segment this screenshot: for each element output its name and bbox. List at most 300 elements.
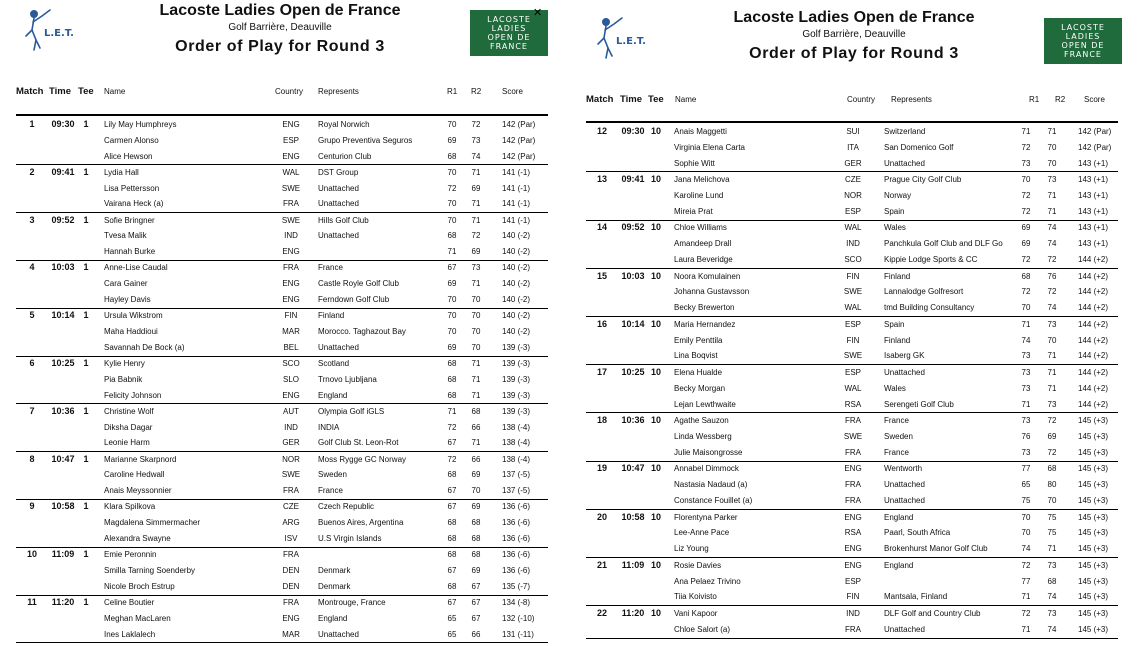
total-score: 145 (+3) xyxy=(1078,495,1109,505)
total-score: 144 (+2) xyxy=(1078,254,1109,264)
round-2-score: 73 xyxy=(1047,175,1057,185)
round-1-score: 73 xyxy=(1021,368,1031,377)
round-2-score: 70 xyxy=(471,342,481,352)
player-row xyxy=(16,515,548,531)
player-name: Anais Meyssonnier xyxy=(104,486,172,496)
total-score: 137 (-5) xyxy=(502,470,531,480)
tee-number: 10 xyxy=(650,174,661,185)
player-represents: Prague City Golf Club xyxy=(884,175,962,185)
player-represents: Kippie Lodge Sports & CC xyxy=(884,254,978,264)
round-2-score: 68 xyxy=(1047,464,1057,474)
player-name: Caroline Hedwall xyxy=(104,470,165,480)
total-score: 144 (+2) xyxy=(1078,368,1109,377)
player-name: Becky Morgan xyxy=(674,383,726,393)
player-represents: Unattached xyxy=(884,158,925,168)
player-name: Anne-Lise Caudal xyxy=(104,263,168,273)
player-name: Nicole Broch Estrup xyxy=(104,581,175,591)
match-number: 17 xyxy=(596,367,607,377)
player-country: WAL xyxy=(282,167,300,177)
player-country: ENG xyxy=(282,279,300,289)
col-match: Match xyxy=(16,86,44,97)
player-country: CZE xyxy=(283,502,299,512)
total-score: 145 (+3) xyxy=(1078,431,1109,441)
match-group xyxy=(586,413,1118,461)
player-name: Maha Haddioui xyxy=(104,326,158,336)
tournament-title: Lacoste Ladies Open de France xyxy=(159,2,401,19)
player-name: Tvesa Malik xyxy=(104,231,147,241)
player-country: WAL xyxy=(844,383,862,393)
round-1-score: 70 xyxy=(447,311,457,321)
player-represents: England xyxy=(884,560,914,570)
player-represents: DST Group xyxy=(318,167,359,177)
player-row xyxy=(586,397,1118,413)
player-row xyxy=(16,483,548,499)
tee-time: 10:36 xyxy=(51,405,75,416)
player-country: SWE xyxy=(281,470,301,480)
round-2-score: 74 xyxy=(471,151,481,161)
col-r1: R1 xyxy=(447,87,458,96)
round-1-score: 75 xyxy=(1021,495,1031,505)
col-match: Match xyxy=(586,94,614,105)
player-row xyxy=(586,333,1118,349)
player-represents: Moss Rygge GC Norway xyxy=(318,454,407,464)
player-represents: Wales xyxy=(884,223,906,233)
round-1-score: 68 xyxy=(1021,271,1031,281)
round-1-score: 70 xyxy=(1021,175,1031,185)
round-2-score: 72 xyxy=(1047,254,1057,264)
match-group xyxy=(16,452,548,500)
player-row xyxy=(16,404,548,420)
round-1-score: 71 xyxy=(1021,319,1031,329)
tee-time: 10:03 xyxy=(51,262,75,273)
player-represents: Denmark xyxy=(318,581,351,591)
tee-time: 11:20 xyxy=(51,597,75,607)
round-2-score: 71 xyxy=(1047,206,1057,216)
player-row xyxy=(586,510,1118,526)
round-2-score: 66 xyxy=(471,454,481,464)
tee-time: 09:52 xyxy=(621,222,645,233)
player-represents: England xyxy=(318,390,348,400)
player-row xyxy=(16,165,548,181)
total-score: 140 (-2) xyxy=(502,279,531,289)
player-country: MAR xyxy=(282,326,300,336)
player-row xyxy=(16,547,548,563)
total-score: 138 (-4) xyxy=(502,454,531,464)
tee-number: 10 xyxy=(650,318,661,329)
player-name: Virginia Elena Carta xyxy=(674,142,746,152)
total-score: 135 (-7) xyxy=(502,581,531,591)
col-tee: Tee xyxy=(648,94,664,105)
round-1-score: 77 xyxy=(1021,464,1031,474)
player-row xyxy=(586,606,1118,622)
round-1-score: 70 xyxy=(447,199,457,209)
player-name: Jana Melichova xyxy=(674,175,730,185)
total-score: 141 (-1) xyxy=(502,167,531,177)
round-2-score: 71 xyxy=(1047,190,1057,200)
player-name: Elena Hualde xyxy=(674,368,723,377)
player-country: FRA xyxy=(845,416,861,426)
col-score: Score xyxy=(1084,95,1105,104)
tee-time: 10:14 xyxy=(51,310,75,321)
player-row xyxy=(16,260,548,276)
player-name: Lina Boqvist xyxy=(674,351,718,361)
player-row xyxy=(16,244,548,260)
let-logo-text: L.E.T. xyxy=(616,36,646,47)
sponsor-line: LADIES xyxy=(491,24,527,33)
player-country: SWE xyxy=(281,183,301,193)
player-country: ISV xyxy=(284,533,298,543)
player-country: IND xyxy=(846,239,860,249)
tee-number: 1 xyxy=(83,310,89,321)
player-represents: San Domenico Golf xyxy=(884,142,954,152)
player-country: RSA xyxy=(844,528,862,538)
player-represents: Centurion Club xyxy=(318,151,372,161)
round-1-score: 73 xyxy=(1021,158,1031,168)
match-number: 18 xyxy=(596,415,607,426)
round-1-score: 72 xyxy=(1021,142,1031,152)
total-score: 145 (+3) xyxy=(1078,609,1109,618)
round-1-score: 70 xyxy=(447,215,457,225)
tee-number: 1 xyxy=(83,597,89,607)
match-number: 4 xyxy=(29,262,35,273)
player-name: Vairana Heck (a) xyxy=(104,199,164,209)
total-score: 143 (+1) xyxy=(1078,206,1109,216)
match-number: 8 xyxy=(29,453,35,464)
round-2-score: 71 xyxy=(1047,127,1057,136)
round-2-score: 71 xyxy=(471,199,481,209)
player-represents: Panchkula Golf Club and DLF Go xyxy=(884,239,1003,249)
match-number: 10 xyxy=(26,549,37,560)
round-1-score: 72 xyxy=(447,183,457,193)
match-group xyxy=(16,213,548,261)
player-name: Constance Fouillet (a) xyxy=(674,495,753,505)
player-country: BEL xyxy=(283,342,299,352)
tee-number: 1 xyxy=(83,453,89,464)
match-group xyxy=(16,404,548,452)
player-name: Meghan MacLaren xyxy=(104,613,171,623)
player-country: SWE xyxy=(843,431,863,441)
match-group xyxy=(16,308,548,356)
total-score: 143 (+1) xyxy=(1078,190,1109,200)
player-row xyxy=(16,531,548,547)
total-score: 131 (-11) xyxy=(502,629,534,639)
player-country: SLO xyxy=(282,374,299,384)
player-represents: Olympia Golf iGLS xyxy=(318,406,385,416)
round-1-score: 68 xyxy=(447,550,457,560)
player-name: Annabel Dimmock xyxy=(674,464,739,474)
round-1-score: 71 xyxy=(1021,592,1031,602)
player-country: ENG xyxy=(282,390,300,400)
round-1-score: 72 xyxy=(1021,190,1031,200)
player-country: FIN xyxy=(846,592,860,602)
player-country: IND xyxy=(284,231,298,241)
player-country: WAL xyxy=(844,303,862,313)
player-row xyxy=(586,269,1118,285)
match-number: 1 xyxy=(29,119,35,129)
column-headers xyxy=(0,87,560,101)
player-name: Lejan Lewthwaite xyxy=(674,399,736,409)
page-header xyxy=(694,9,1014,63)
total-score: 136 (-6) xyxy=(502,502,531,512)
total-score: 140 (-2) xyxy=(502,263,531,273)
total-score: 144 (+2) xyxy=(1078,303,1109,313)
player-country: FIN xyxy=(846,335,860,345)
player-country: SCO xyxy=(282,359,300,368)
total-score: 145 (+3) xyxy=(1078,480,1109,490)
player-represents: Finland xyxy=(884,271,911,281)
round-1-score: 67 xyxy=(447,598,457,607)
order-of-play-page-1 xyxy=(0,0,560,646)
tee-number: 10 xyxy=(650,270,661,281)
player-country: ENG xyxy=(282,613,300,623)
player-country: ESP xyxy=(844,576,861,586)
tee-number: 1 xyxy=(83,214,89,225)
round-2-score: 74 xyxy=(1047,592,1057,602)
player-represents: Finland xyxy=(884,335,911,345)
round-1-score: 68 xyxy=(447,231,457,241)
player-name: Vani Kapoor xyxy=(674,609,718,618)
player-country: CZE xyxy=(845,175,861,185)
tee-time: 09:41 xyxy=(621,174,645,185)
tee-number: 1 xyxy=(83,262,89,273)
round-1-score: 73 xyxy=(1021,383,1031,393)
player-represents: Mantsala, Finland xyxy=(884,592,948,602)
total-score: 136 (-6) xyxy=(502,565,531,575)
player-country: ESP xyxy=(844,368,861,377)
total-score: 144 (+2) xyxy=(1078,383,1109,393)
player-represents: Unattached xyxy=(318,199,359,209)
player-country: SWE xyxy=(281,215,301,225)
player-row xyxy=(586,252,1118,268)
player-country: FIN xyxy=(846,271,860,281)
match-number: 6 xyxy=(29,358,35,368)
player-row xyxy=(16,420,548,436)
player-row xyxy=(16,117,548,133)
player-represents: Isaberg GK xyxy=(884,351,925,361)
player-country: AUT xyxy=(283,406,299,416)
total-score: 142 (Par) xyxy=(1078,142,1112,152)
player-name: Alexandra Swayne xyxy=(104,533,171,543)
let-logo-text: L.E.T. xyxy=(44,28,74,39)
total-score: 145 (+3) xyxy=(1078,528,1109,538)
player-name: Alice Hewson xyxy=(104,151,153,161)
match-group xyxy=(586,606,1118,639)
match-number: 13 xyxy=(596,174,607,185)
player-name: Marianne Skarpnord xyxy=(104,454,177,464)
round-2-score: 72 xyxy=(1047,287,1057,297)
player-name: Kylie Henry xyxy=(104,359,145,368)
round-2-score: 70 xyxy=(471,311,481,321)
player-country: FRA xyxy=(845,480,861,490)
round-2-score: 71 xyxy=(1047,368,1057,377)
player-represents: France xyxy=(884,447,909,457)
round-1-score: 72 xyxy=(1021,609,1031,618)
col-r1: R1 xyxy=(1029,95,1040,104)
round-1-score: 70 xyxy=(1021,512,1031,522)
round-1-score: 72 xyxy=(447,422,457,432)
player-name: Linda Wessberg xyxy=(674,431,732,441)
match-number: 5 xyxy=(29,310,35,321)
player-represents: Unattached xyxy=(884,368,925,377)
player-name: Chloe Salort (a) xyxy=(674,624,731,634)
player-row xyxy=(16,627,548,643)
player-name: Celine Boutier xyxy=(104,598,155,607)
player-country: FRA xyxy=(283,486,299,496)
round-2-score: 68 xyxy=(471,550,481,560)
player-row xyxy=(586,413,1118,429)
total-score: 145 (+3) xyxy=(1078,544,1109,554)
let-logo xyxy=(592,14,646,72)
player-represents: Royal Norwich xyxy=(318,120,370,129)
player-row xyxy=(586,236,1118,252)
player-represents: Unattached xyxy=(318,231,359,241)
close-icon[interactable]: ✕ xyxy=(533,6,543,19)
player-country: GER xyxy=(844,158,862,168)
player-row xyxy=(16,372,548,388)
total-score: 142 (Par) xyxy=(502,135,536,145)
col-r2: R2 xyxy=(471,87,482,96)
match-group xyxy=(586,510,1118,558)
total-score: 144 (+2) xyxy=(1078,399,1109,409)
player-row xyxy=(586,445,1118,461)
player-row xyxy=(16,324,548,340)
round-1-score: 72 xyxy=(447,454,457,464)
round-2-score: 68 xyxy=(471,518,481,528)
round-1-score: 74 xyxy=(1021,544,1031,554)
round-2-score: 72 xyxy=(1047,416,1057,426)
player-country: FRA xyxy=(283,199,299,209)
match-group xyxy=(586,269,1118,317)
round-2-score: 75 xyxy=(1047,528,1057,538)
match-group xyxy=(586,558,1118,606)
total-score: 134 (-8) xyxy=(502,598,531,607)
round-2-score: 68 xyxy=(471,533,481,543)
player-name: Johanna Gustavsson xyxy=(674,287,750,297)
player-represents: Unattached xyxy=(884,495,925,505)
col-r2: R2 xyxy=(1055,95,1066,104)
round-title: Order of Play for Round 3 xyxy=(175,38,385,55)
round-1-score: 70 xyxy=(1021,528,1031,538)
total-score: 141 (-1) xyxy=(502,215,531,225)
player-represents: Spain xyxy=(884,206,905,216)
col-country: Country xyxy=(847,95,876,104)
player-row xyxy=(16,611,548,627)
player-row xyxy=(586,124,1118,140)
round-1-score: 73 xyxy=(1021,447,1031,457)
tee-time: 11:09 xyxy=(621,559,645,570)
total-score: 145 (+3) xyxy=(1078,512,1109,522)
player-represents: Serengeti Golf Club xyxy=(884,399,954,409)
player-row xyxy=(586,188,1118,204)
total-score: 139 (-3) xyxy=(502,342,531,352)
round-1-score: 73 xyxy=(1021,416,1031,426)
col-time: Time xyxy=(49,86,72,97)
round-2-score: 70 xyxy=(471,294,481,304)
player-row xyxy=(586,589,1118,605)
player-represents: Sweden xyxy=(318,470,347,480)
tee-time: 09:41 xyxy=(51,166,75,177)
player-country: IND xyxy=(846,609,860,618)
round-1-score: 70 xyxy=(447,294,457,304)
total-score: 136 (-6) xyxy=(502,550,531,560)
round-1-score: 67 xyxy=(447,438,457,448)
round-2-score: 70 xyxy=(471,486,481,496)
round-2-score: 69 xyxy=(471,247,481,257)
sponsor-line: LACOSTE xyxy=(487,15,531,24)
player-row xyxy=(586,172,1118,188)
player-row xyxy=(16,356,548,372)
total-score: 145 (+3) xyxy=(1078,464,1109,474)
player-row xyxy=(16,149,548,165)
player-represents: Ferndown Golf Club xyxy=(318,294,390,304)
total-score: 142 (Par) xyxy=(502,151,536,161)
tee-time: 09:30 xyxy=(621,126,645,136)
player-represents: Trnovo Ljubljana xyxy=(318,374,377,384)
match-number: 12 xyxy=(596,126,607,136)
player-represents: U.S Virgin Islands xyxy=(318,533,382,543)
player-represents: DLF Golf and Country Club xyxy=(884,609,981,618)
total-score: 142 (Par) xyxy=(1078,127,1112,136)
player-represents: Czech Republic xyxy=(318,502,375,512)
tee-number: 10 xyxy=(650,367,661,377)
player-row xyxy=(586,365,1118,381)
player-represents: France xyxy=(318,486,343,496)
player-row xyxy=(16,181,548,197)
player-row xyxy=(586,429,1118,445)
round-1-score: 68 xyxy=(447,374,457,384)
match-number: 15 xyxy=(596,270,607,281)
player-name: Emie Peronnin xyxy=(104,550,157,560)
round-1-score: 73 xyxy=(1021,351,1031,361)
tee-number: 1 xyxy=(83,549,89,560)
tee-time: 10:58 xyxy=(51,501,75,512)
player-country: FRA xyxy=(845,624,861,634)
col-represents: Represents xyxy=(318,87,359,96)
total-score: 144 (+2) xyxy=(1078,287,1109,297)
player-name: Laura Beveridge xyxy=(674,254,733,264)
player-row xyxy=(16,467,548,483)
round-1-score: 71 xyxy=(1021,399,1031,409)
round-2-score: 69 xyxy=(471,183,481,193)
round-1-score: 71 xyxy=(447,247,457,257)
match-number: 16 xyxy=(596,318,607,329)
venue-subtitle: Golf Barrière, Deauville xyxy=(228,22,332,33)
round-2-score: 74 xyxy=(1047,239,1057,249)
player-country: SCO xyxy=(844,254,862,264)
player-name: Amandeep Drall xyxy=(674,239,732,249)
tee-number: 10 xyxy=(650,463,661,474)
round-2-score: 67 xyxy=(471,581,481,591)
player-row xyxy=(16,435,548,451)
total-score: 145 (+3) xyxy=(1078,592,1109,602)
total-score: 137 (-5) xyxy=(502,486,531,496)
player-country: ENG xyxy=(282,247,300,257)
match-group xyxy=(16,499,548,547)
player-name: Diksha Dagar xyxy=(104,422,153,432)
player-row xyxy=(16,196,548,212)
player-name: Lee-Anne Pace xyxy=(674,528,730,538)
player-country: ENG xyxy=(844,560,862,570)
sponsor-line: FRANCE xyxy=(490,42,528,51)
total-score: 141 (-1) xyxy=(502,183,531,193)
round-2-score: 67 xyxy=(471,613,481,623)
player-name: Smilla Tarning Soenderby xyxy=(104,565,196,575)
col-name: Name xyxy=(104,87,126,96)
player-name: Sophie Witt xyxy=(674,158,715,168)
player-row xyxy=(16,563,548,579)
player-represents: Montrouge, France xyxy=(318,598,386,607)
match-group xyxy=(16,165,548,213)
